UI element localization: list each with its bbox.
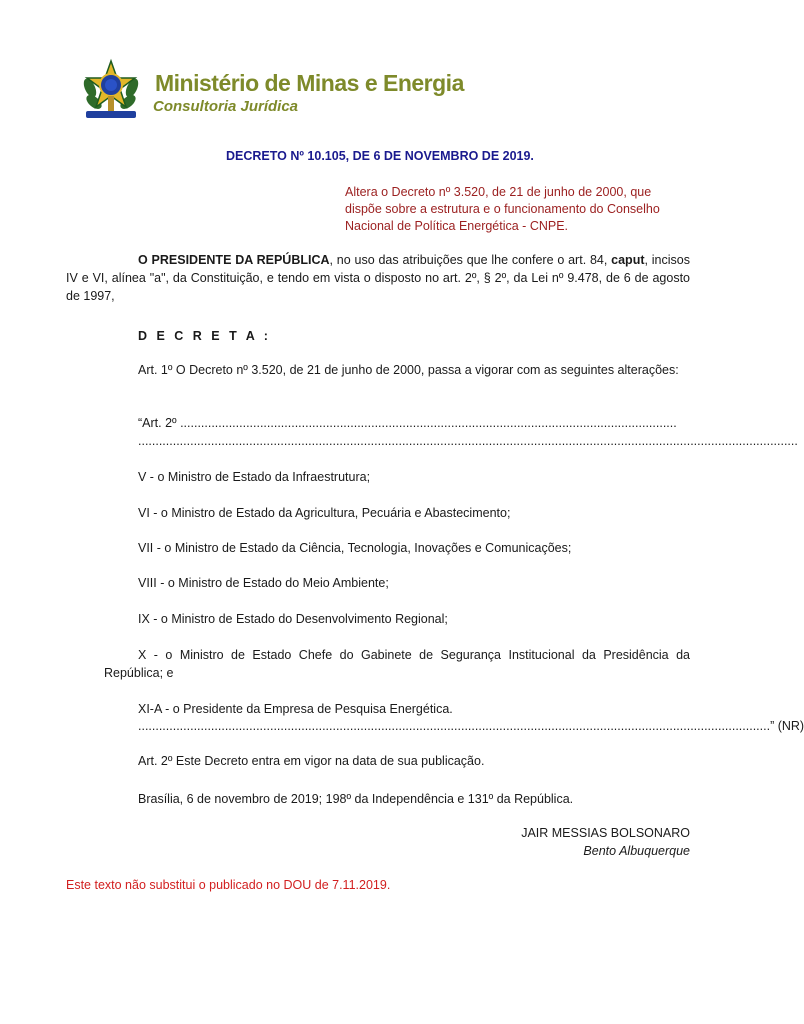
article-2: Art. 2º Este Decreto entra em vigor na data de sua publicação. — [138, 754, 485, 768]
date-line: Brasília, 6 de novembro de 2019; 198º da Independência e 131º da República. — [138, 792, 574, 806]
article-1: Art. 1º O Decreto nº 3.520, de 21 de junho de 2000, passa a vigorar com as seguintes alterações: — [138, 363, 679, 377]
department-name: Consultoria Jurídica — [153, 98, 299, 115]
signature-minister: Bento Albuquerque — [583, 844, 690, 858]
list-item: VI - o Ministro de Estado da Agricultura, Pecuária e Abastecimento; — [138, 506, 511, 520]
list-item: VII - o Ministro de Estado da Ciência, Tecnologia, Inovações e Comunicações; — [138, 541, 572, 555]
preamble-paragraph — [66, 251, 690, 305]
preamble-text-a: , no uso das atribuições que lhe confere o art. 84, — [329, 253, 612, 267]
list-item-xia: XI-A - o Presidente da Empresa de Pesquisa Energética. — [138, 702, 453, 716]
signature-president: JAIR MESSIAS BOLSONARO — [521, 826, 690, 840]
coat-of-arms-icon — [78, 58, 144, 124]
preamble-text-b: , incisos IV e VI, alínea "a", da Constituição, e tendo em vista o disposto no art. 2º, § 2º, da Lei nº 9.478, de 6 de agosto de 1997, — [66, 253, 690, 303]
quote-end: ” (NR) — [770, 719, 804, 733]
list-item: VIII - o Ministro de Estado do Meio Ambiente; — [138, 576, 389, 590]
list-item: IX - o Ministro de Estado do Desenvolvimento Regional; — [138, 612, 448, 626]
ellipsis-line: .............................................................................................................................................................................................. — [138, 434, 798, 448]
quote-end-line — [138, 717, 804, 735]
list-item: V - o Ministro de Estado da Infraestrutura; — [138, 470, 371, 484]
preamble-caput: caput — [611, 253, 645, 267]
decree-title: DECRETO Nº 10.105, DE 6 DE NOVEMBRO DE 2019. — [226, 149, 534, 163]
list-item-x: X - o Ministro de Estado Chefe do Gabinete de Segurança Institucional da Presidência da República; e — [104, 648, 690, 680]
article-2-quote-start: “Art. 2º — [138, 416, 177, 430]
preamble-lead: O PRESIDENTE DA REPÚBLICA — [138, 253, 330, 267]
article-2-quote-line: “Art. 2º ............................................................................................................................................... — [138, 416, 677, 430]
ementa: Altera o Decreto nº 3.520, de 21 de junho de 2000, que dispõe sobre a estrutura e o funcionamento do Conselho Nacional de Política Energética - CNPE. — [345, 185, 660, 233]
ellipsis: ...................................................................................................................................................................................... — [138, 719, 771, 733]
dou-notice: Este texto não substitui o publicado no DOU de 7.11.2019. — [66, 878, 391, 892]
ministry-name: Ministério de Minas e Energia — [155, 70, 464, 96]
decreta-heading: D E C R E T A : — [138, 329, 271, 343]
